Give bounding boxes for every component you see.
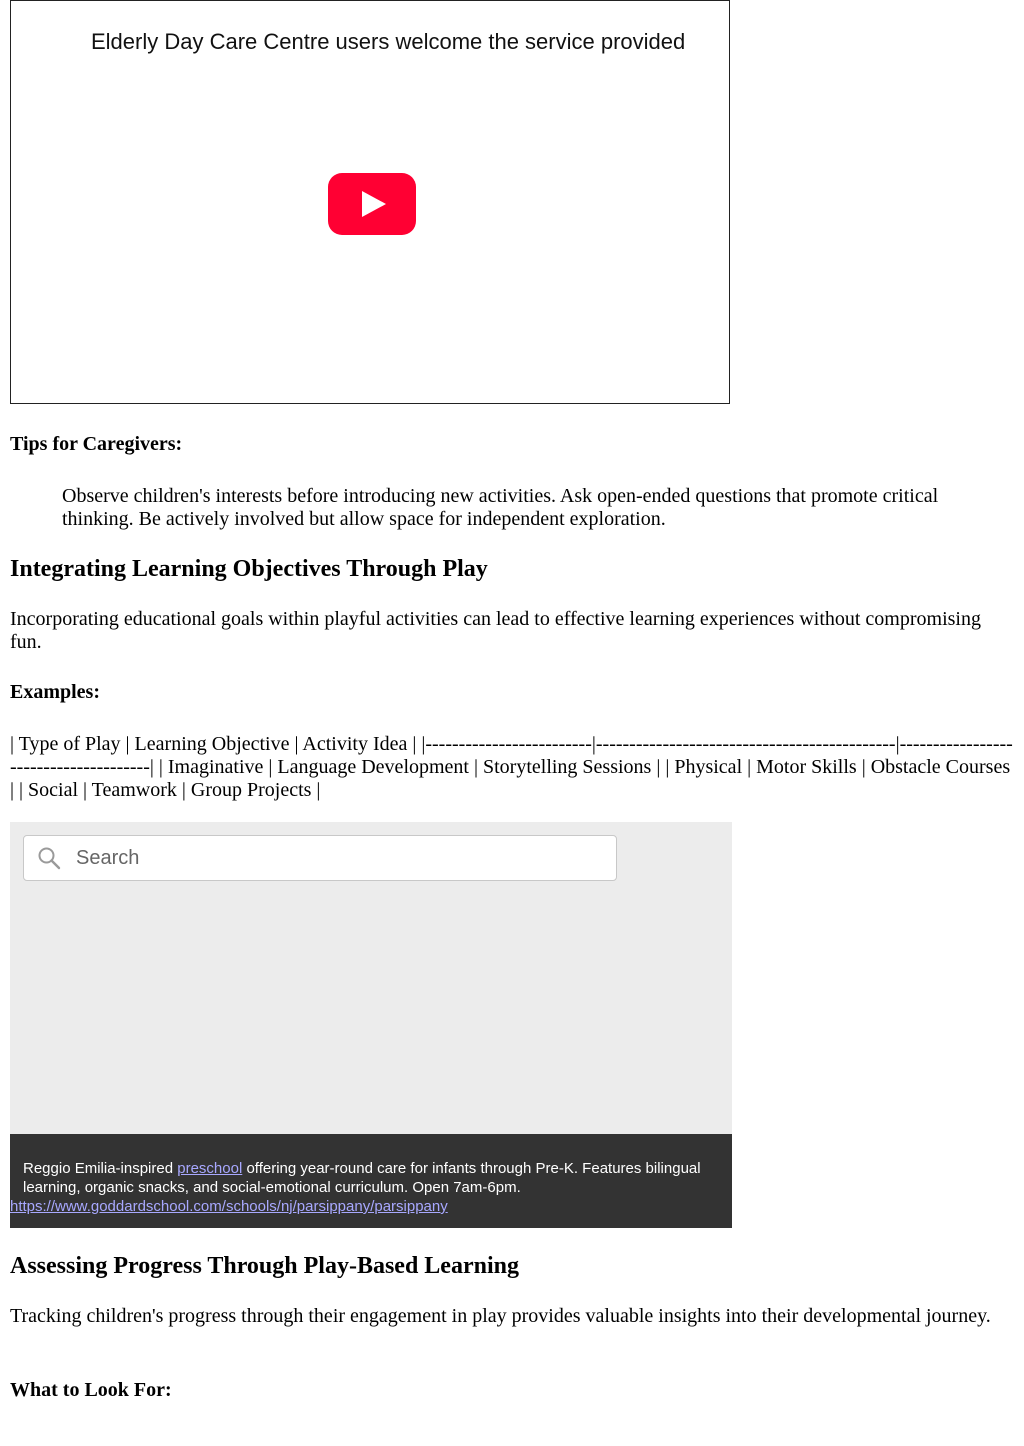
caption-text-before: Reggio Emilia-inspired [23, 1160, 178, 1177]
examples-table-text: | Type of Play | Learning Objective | Activity Idea | |-------------------------|---------------------------------------------|--------------------------------------| | Imaginative | Language Development | Storytelling Sessions | | Physical | Motor Skills | Obstacle Courses | | Social | Teamwork | Group Projects | [10, 733, 1013, 801]
section-heading-integrating: Integrating Learning Objectives Through Play [10, 556, 488, 582]
school-url-link[interactable]: https://www.goddardschool.com/schools/nj/parsippany/parsippany [10, 1198, 448, 1215]
section-heading-assessing: Assessing Progress Through Play-Based Learning [10, 1253, 519, 1279]
integrating-paragraph: Incorporating educational goals within playful activities can lead to effective learning experiences without compromising fun. [10, 608, 981, 653]
search-icon [37, 846, 61, 870]
search-box[interactable] [23, 835, 617, 881]
search-input[interactable] [76, 842, 596, 874]
video-embed[interactable] [10, 0, 730, 404]
what-to-look-for-label: What to Look For: [10, 1379, 172, 1401]
tips-heading: Tips for Caregivers: [10, 433, 183, 455]
video-title[interactable]: Elderly Day Care Centre users welcome the service provided [91, 29, 686, 54]
preschool-link[interactable]: preschool [177, 1160, 243, 1177]
map-caption [10, 1134, 732, 1228]
tips-blockquote: Observe children's interests before introducing new activities. Ask open-ended questions that promote critical thinking. Be actively involved but allow space for independent exploration. [62, 485, 939, 530]
caption-text-after: offering year-round care for infants through Pre-K. Features bilingual learning, organic snacks, and social-emotional curriculum. Open 7am-6pm. [23, 1160, 701, 1196]
play-button[interactable] [328, 173, 416, 235]
map-embed[interactable] [10, 822, 732, 1228]
play-icon [362, 191, 386, 217]
examples-label: Examples: [10, 681, 100, 703]
assessing-paragraph: Tracking children's progress through their engagement in play provides valuable insights into their developmental journey. [10, 1305, 991, 1327]
